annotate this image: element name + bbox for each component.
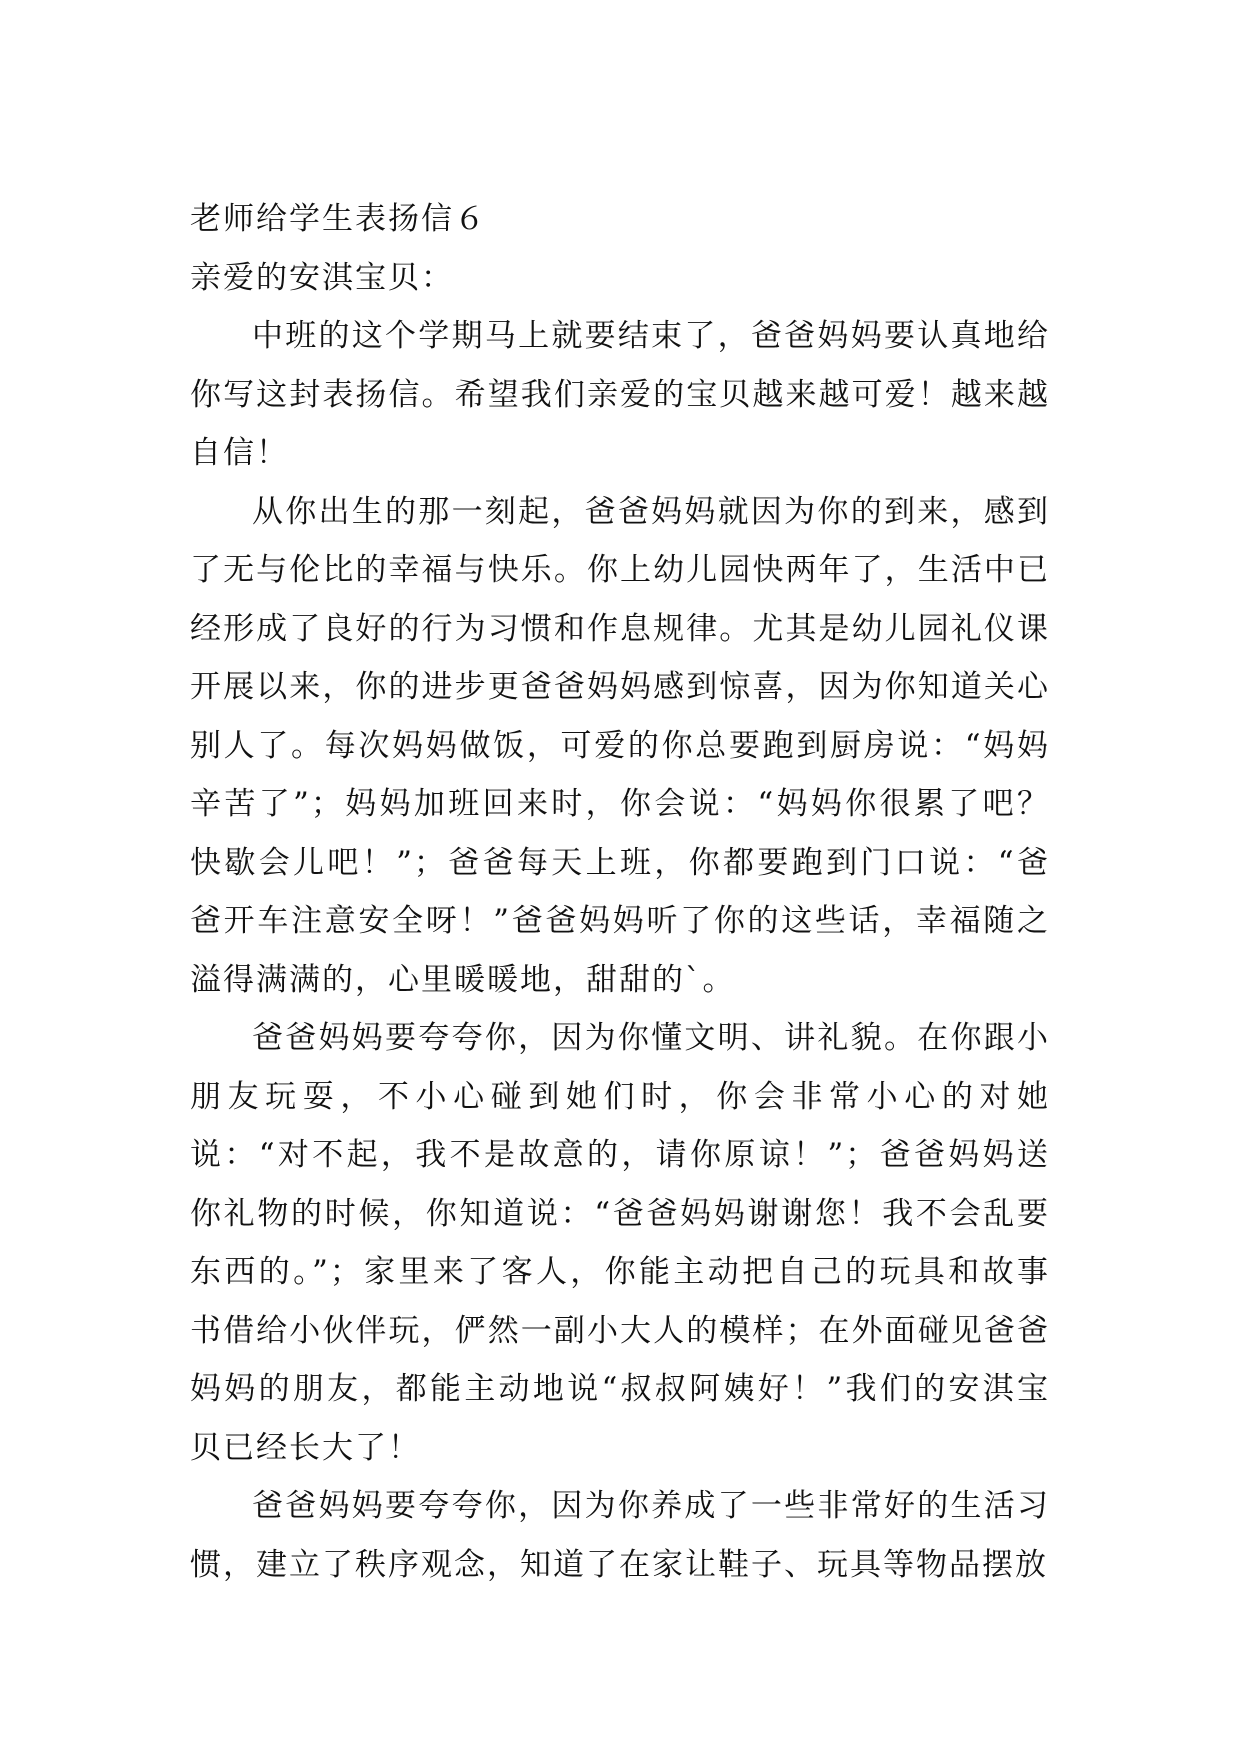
paragraph-3: 爸爸妈妈要夸夸你，因为你懂文明、讲礼貌。在你跟小朋友玩耍，不小心碰到她们时，你会非常小心的对她说：“对不起，我不是故意的，请你原谅！”；爸爸妈妈送你礼物的时候，你知道说：“爸爸妈妈谢谢您！我不会乱要东西的。”；家里来了客人，你能主动把自己的玩具和故事书借给小伙伴玩，俨然一副小大人的模样；在外面碰见爸爸妈妈的朋友，都能主动地说“叔叔阿姨好！”我们的安淇宝贝已经长大了！ xyxy=(190,1020,1050,1466)
letter-salutation: 亲爱的安淇宝贝： xyxy=(190,259,454,296)
document-title: 老师给学生表扬信６ xyxy=(190,201,487,237)
paragraph-2: 从你出生的那一刻起，爸爸妈妈就因为你的到来，感到了无与伦比的幸福与快乐。你上幼儿园快两年了，生活中已经形成了良好的行为习惯和作息规律。尤其是幼儿园礼仪课开展以来，你的进步更爸爸妈妈感到惊喜，因为你知道关心别人了。每次妈妈做饭，可爱的你总要跑到厨房说：“妈妈辛苦了”；妈妈加班回来时，你会说：“妈妈你很累了吧？快歇会儿吧！”；爸爸每天上班，你都要跑到门口说：“爸爸开车注意安全呀！”爸爸妈妈听了你的这些话，幸福随之溢得满满的，心里暖暖地，甜甜的`。 xyxy=(190,493,1050,998)
letter-body xyxy=(190,190,1050,1594)
paragraph-4: 爸爸妈妈要夸夸你，因为你养成了一些非常好的生活习惯，建立了秩序观念，知道了在家让鞋子、玩具等物品摆放 xyxy=(190,1488,1050,1583)
paragraph-1: 中班的这个学期马上就要结束了，爸爸妈妈要认真地给你写这封表扬信。希望我们亲爱的宝贝越来越可爱！越来越自信！ xyxy=(190,318,1050,471)
